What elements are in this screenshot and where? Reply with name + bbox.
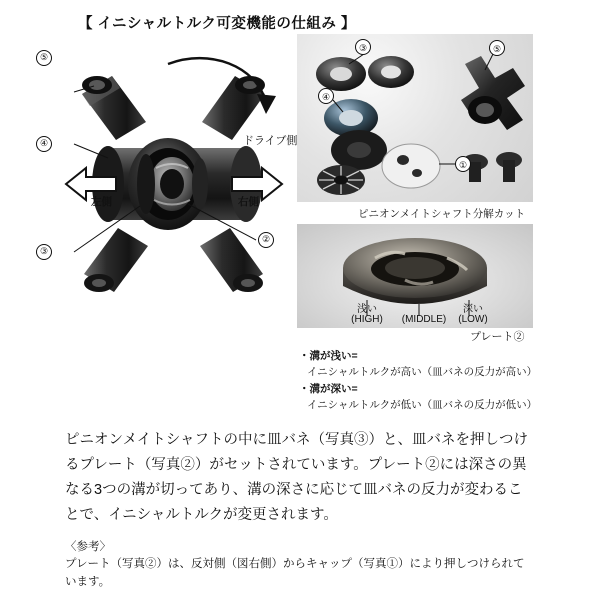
callout-2: ② bbox=[258, 232, 274, 248]
part-spring-washer bbox=[317, 165, 365, 195]
depth-deep-bottom: (LOW) bbox=[458, 314, 488, 325]
cutaway-internals bbox=[128, 138, 208, 230]
part-cap bbox=[382, 144, 440, 188]
photo-exploded-parts bbox=[297, 34, 533, 202]
part-washer-a bbox=[316, 57, 366, 91]
label-drive-side: ドライブ側 bbox=[243, 135, 298, 147]
svg-text:①: ① bbox=[458, 160, 468, 170]
callout-5: ⑤ bbox=[36, 50, 52, 66]
photo1-parts-svg bbox=[297, 34, 533, 202]
cross-shaft-illustration bbox=[39, 36, 292, 336]
part-washer-b bbox=[368, 56, 414, 88]
bullet-0-head: ・溝が浅い= bbox=[299, 350, 358, 362]
depth-middle-bottom: (MIDDLE) bbox=[401, 314, 447, 325]
reference-paragraph: プレート（写真②）は、反対側（図右側）からキャップ（写真①）により押しつけられています。 bbox=[65, 558, 525, 589]
bullet-1-head: ・溝が深い= bbox=[299, 382, 358, 395]
callout-3: ③ bbox=[36, 244, 52, 260]
shaft-arm-lower-left bbox=[84, 228, 148, 292]
cross-shaft-svg bbox=[60, 36, 292, 336]
reference-heading: 〈参考〉 bbox=[65, 541, 111, 553]
bullet-list bbox=[299, 348, 539, 413]
callout-4: ④ bbox=[36, 136, 52, 152]
label-right-side: 右側 bbox=[238, 196, 259, 208]
depth-deep-top: 深い bbox=[463, 304, 483, 315]
shaft-arm-upper-left bbox=[82, 76, 146, 140]
svg-text:③: ③ bbox=[358, 43, 368, 53]
label-left-side: 左側 bbox=[91, 196, 112, 208]
bullet-0-sub: イニシャルトルクが高い（皿バネの反力が高い） bbox=[307, 366, 538, 379]
part-cross-shaft bbox=[461, 56, 525, 130]
shaft-arm-upper-right bbox=[202, 76, 265, 140]
body-paragraph: ピニオンメイトシャフトの中に皿バネ（写真③）と、皿バネを押しつけるプレート（写真②）がセットされています。プレート②には深さの異なる3つの溝が切ってあり、溝の深さに応じて皿バネの反力が変わることで、イニシャルトルクが変更されます。 bbox=[65, 432, 528, 523]
depth-shallow-bottom: (HIGH) bbox=[351, 314, 383, 325]
part-bolts bbox=[462, 152, 522, 182]
shaft-arm-lower-right bbox=[200, 228, 263, 292]
photo1-caption: ピニオンメイトシャフト分解カット bbox=[358, 208, 526, 220]
page-title: 【 イニシャルトルク可変機能の仕組み 】 bbox=[78, 16, 356, 32]
part-dark-disc bbox=[331, 130, 387, 170]
photo2-caption: プレート② bbox=[470, 331, 525, 343]
depth-shallow-top: 浅い bbox=[357, 304, 377, 315]
svg-text:⑤: ⑤ bbox=[492, 44, 502, 54]
svg-text:④: ④ bbox=[321, 92, 331, 102]
bullet-1-sub: イニシャルトルクが低い（皿バネの反力が低い） bbox=[307, 398, 538, 411]
